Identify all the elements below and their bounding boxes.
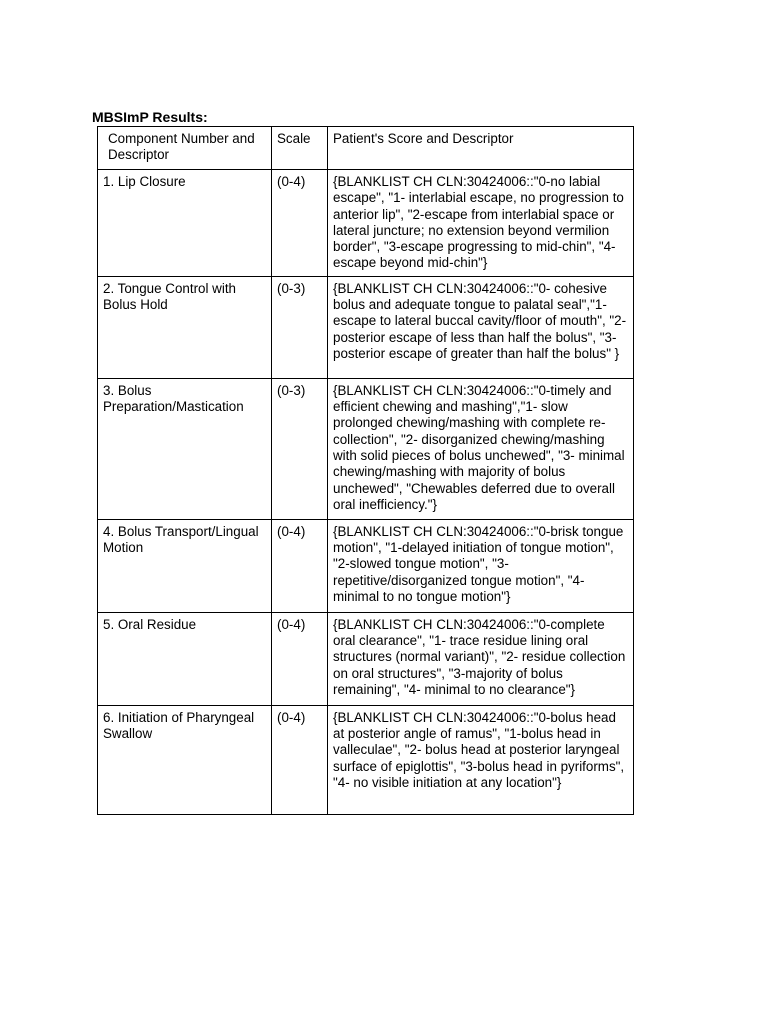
row-scale: (0-3) — [272, 276, 328, 378]
row-scale: (0-4) — [272, 705, 328, 814]
row-score: {BLANKLIST CH CLN:30424006::"0-brisk tongue motion", "1-delayed initiation of tongue motion", "2-slowed tongue motion", "3-repetitive/disorganized tongue motion", "4-minimal to no tongue motion"} — [328, 519, 634, 612]
row-component: 6. Initiation of Pharyngeal Swallow — [98, 705, 272, 814]
row-component: 2. Tongue Control with Bolus Hold — [98, 276, 272, 378]
row-score: {BLANKLIST CH CLN:30424006::"0-complete oral clearance", "1- trace residue lining oral structures (normal variant)", "2- residue collection on oral structures", "3-majority of bolus remaining", "4- minimal to no clearance"} — [328, 612, 634, 705]
table-row — [98, 170, 634, 277]
row-component: 1. Lip Closure — [98, 170, 272, 277]
row-score: {BLANKLIST CH CLN:30424006::"0-no labial escape", "1- interlabial escape, no progression to anterior lip", "2-escape from interlabial space or lateral juncture; no extension beyond vermilion border", "3-escape progressing to mid-chin", "4-escape beyond mid-chin"} — [328, 170, 634, 277]
row-scale: (0-4) — [272, 170, 328, 277]
row-score: {BLANKLIST CH CLN:30424006::"0-bolus head at posterior angle of ramus", "1-bolus head in valleculae", "2- bolus head at posterior laryngeal surface of epiglottis", "3-bolus head in pyriforms", "4- no visible initiation at any location"} — [328, 705, 634, 814]
row-component: 3. Bolus Preparation/Mastication — [98, 378, 272, 519]
mbsimp-results-table — [97, 126, 634, 815]
row-scale: (0-3) — [272, 378, 328, 519]
row-score: {BLANKLIST CH CLN:30424006::"0-timely and efficient chewing and mashing","1- slow prolonged chewing/mashing with complete re-collection", "2- disorganized chewing/mashing with solid pieces of bolus unchewed", "3- minimal chewing/mashing with majority of bolus unchewed", "Chewables deferred due to overall oral inefficiency."} — [328, 378, 634, 519]
row-score: {BLANKLIST CH CLN:30424006::"0- cohesive bolus and adequate tongue to palatal seal","1-escape to lateral buccal cavity/floor of mouth", "2-posterior escape of less than half the bolus", "3- posterior escape of greater than half the bolus" } — [328, 276, 634, 378]
table-row — [98, 519, 634, 612]
header-component: Component Number and Descriptor — [98, 127, 272, 170]
header-scale: Scale — [272, 127, 328, 170]
table-header-row — [98, 127, 634, 170]
header-score: Patient's Score and Descriptor — [328, 127, 634, 170]
row-scale: (0-4) — [272, 612, 328, 705]
row-component: 5. Oral Residue — [98, 612, 272, 705]
page-heading: MBSImP Results: — [92, 109, 208, 125]
table-row — [98, 705, 634, 814]
row-scale: (0-4) — [272, 519, 328, 612]
row-component: 4. Bolus Transport/Lingual Motion — [98, 519, 272, 612]
table-row — [98, 276, 634, 378]
table-row — [98, 378, 634, 519]
table-row — [98, 612, 634, 705]
